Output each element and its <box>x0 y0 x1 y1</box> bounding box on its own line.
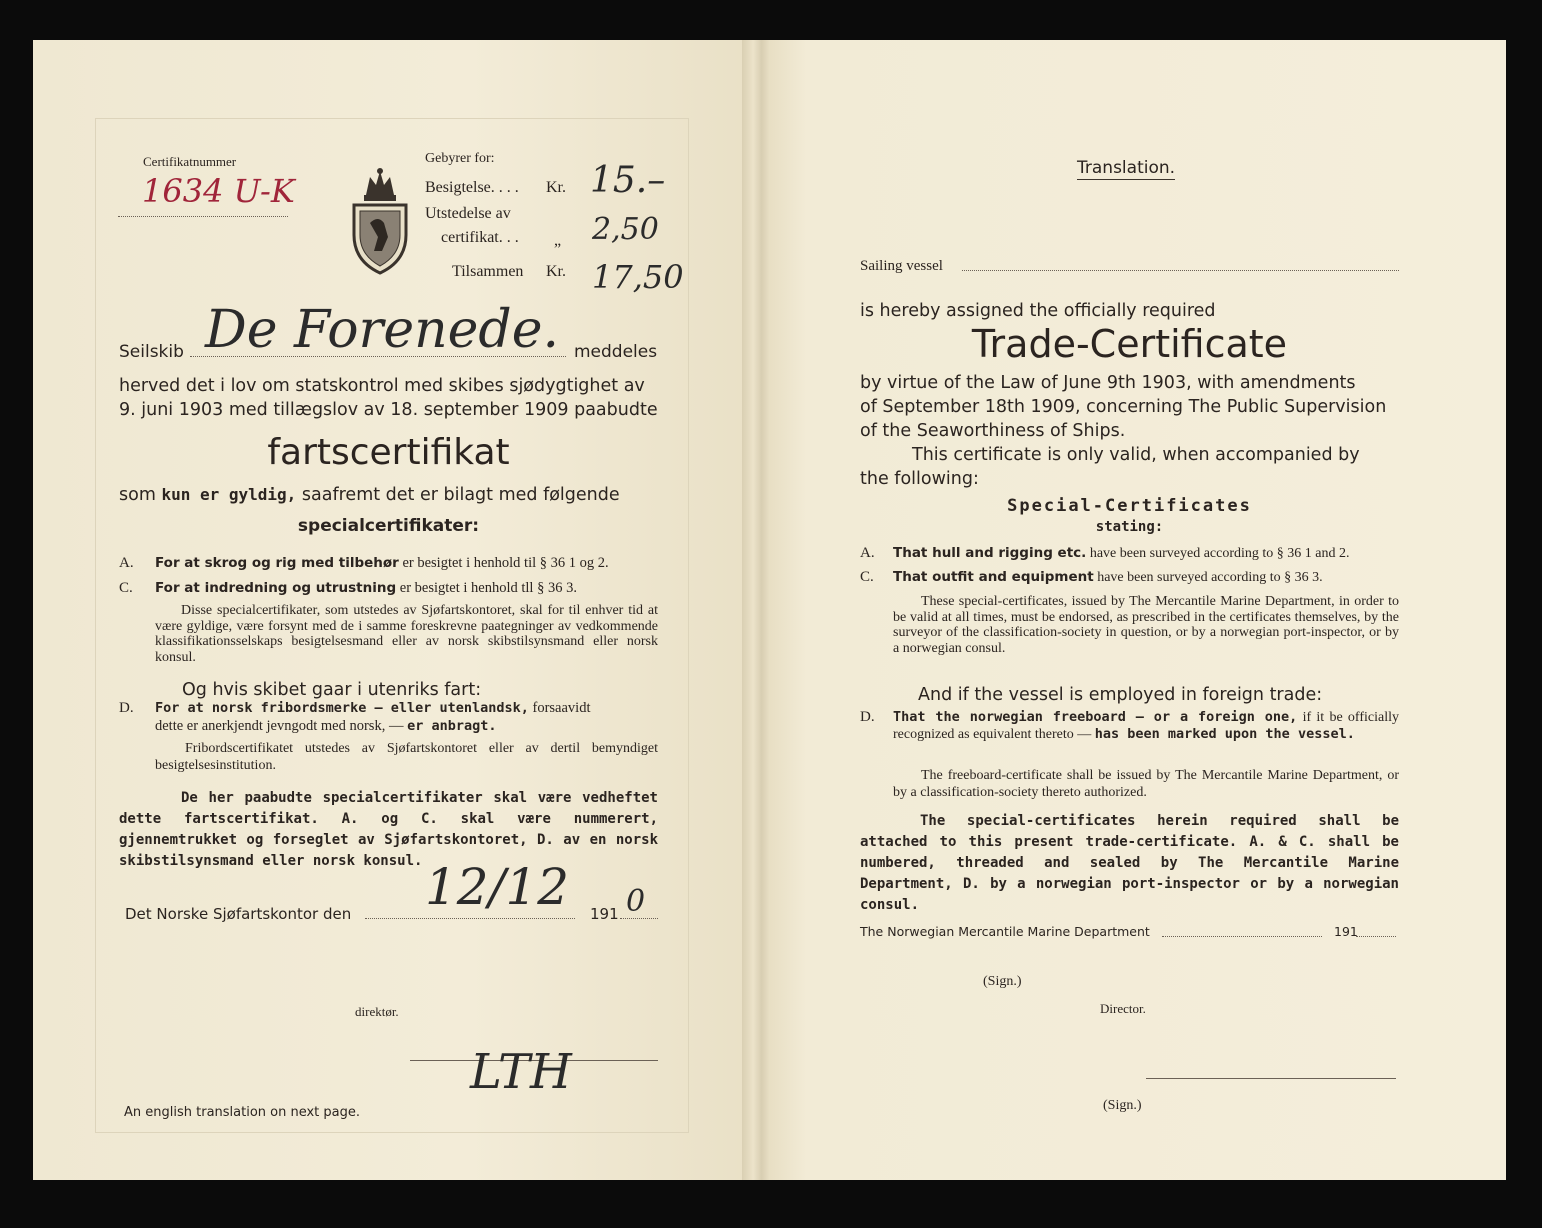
right-item-a-letter: A. <box>860 545 875 561</box>
left-item-a-letter: A. <box>119 555 134 571</box>
left-item-d <box>155 700 658 717</box>
sailing-vessel-line <box>962 256 1399 271</box>
left-main-title: fartscertifikat <box>267 432 510 473</box>
right-item-d-bold: That the norwegian freeboard — or a foreign one, <box>893 709 1298 725</box>
cert-number-value: 1634 U-K <box>142 172 295 210</box>
som-prefix: som <box>119 485 156 505</box>
og-hvis-line: Og hvis skibet gaar i utenriks fart: <box>182 680 482 700</box>
left-item-d-line-2 <box>155 718 658 735</box>
sign-2: (Sign.) <box>1103 1098 1142 1113</box>
fee-ditto-mark: „ <box>554 232 562 249</box>
fee-besigtelse-label: Besigtelse. . . . <box>425 179 519 196</box>
right-item-c <box>893 569 1399 586</box>
right-signature-line <box>1146 1078 1396 1079</box>
translation-heading: Translation. <box>1077 158 1176 178</box>
direktor-label: direktør. <box>355 1004 399 1019</box>
ship-name: De Forenede. <box>205 300 560 360</box>
left-bold-paragraph: De her paabudte specialcertifikater skal være vedheftet dette fartscertifikat. A. og C. skal være nummerert, gjennemtrukket og forseglet av Sjøfartskontoret, D. av en norsk skibstilsynsmand eller norsk konsul. <box>119 790 658 869</box>
sailing-vessel-label: Sailing vessel <box>860 258 943 274</box>
right-item-d-bold-2: has been marked upon the vessel. <box>1094 726 1355 742</box>
and-if-line: And if the vessel is employed in foreign trade: <box>918 685 1323 705</box>
right-item-c-rest: have been surveyed according to § 36 3. <box>1097 570 1323 585</box>
meddeles-label: meddeles <box>574 342 658 362</box>
left-item-c-rest: er besigtet i henhold tll § 36 3. <box>399 580 577 596</box>
law-line-1: by virtue of the Law of June 9th 1903, with amendments <box>860 373 1356 393</box>
right-item-a-rest: have been surveyed according to § 36 1 and 2. <box>1089 546 1350 561</box>
seilskib-label: Seilskib <box>119 342 184 362</box>
office-year-suffix: 0 <box>626 884 646 919</box>
left-item-a-rest: er besigtet i henhold til § 36 1 og 2. <box>402 555 609 571</box>
left-special-heading: specialcertifikater: <box>297 516 480 536</box>
right-item-a-bold: That hull and rigging etc. <box>893 545 1087 561</box>
director-label: Director. <box>1100 1001 1146 1016</box>
right-special-heading: Special-Certificates <box>1007 496 1252 516</box>
right-main-title: Trade-Certificate <box>971 322 1288 366</box>
law-line-3: of the Seaworthiness of Ships. <box>860 421 1126 441</box>
fee-utstedelse-label: Utstedelse av <box>425 205 511 222</box>
page-fold <box>742 40 770 1180</box>
department-label: The Norwegian Mercantile Marine Department <box>860 924 1150 939</box>
department-year: 191 <box>1334 924 1358 939</box>
coat-of-arms-icon <box>348 165 412 277</box>
assigned-line: is hereby assigned the officially required <box>860 301 1216 321</box>
left-disse-paragraph: Disse specialcertifikater, som utstedes av Sjøfartskontoret, skal for til enhver tid at være gyldige, være forsynt med de i samme foreskrevne paategninger av vedkommende klassifikationsselskaps besigtelsesmand eller av norsk skibstilsynsmand eller norsk konsul. <box>155 603 658 665</box>
left-item-d-line2-text: dette er anerkjendt jevngodt med norsk, — <box>155 718 404 734</box>
som-line <box>119 485 658 505</box>
som-bold: kun er gyldig, <box>161 485 297 504</box>
right-item-d-letter: D. <box>860 709 875 725</box>
department-date-line <box>1162 924 1322 937</box>
left-item-d-letter: D. <box>119 700 134 716</box>
left-item-d-rest: forsaavidt <box>532 700 591 716</box>
right-these-paragraph: These special-certificates, issued by The Mercantile Marine Department, in order to be valid at all times, must be endorsed, as prescribed in the certificates themselves, by the surveyor of the classification-society in question, or by a norwegian port-inspector, or by a norwegian consul. <box>893 594 1399 656</box>
fees-label: Gebyrer for: <box>425 151 495 166</box>
left-item-a <box>155 555 658 572</box>
fee-besigtelse-value: 15.– <box>590 160 666 201</box>
left-item-d-bold: For at norsk fribordsmerke — eller utenlandsk, <box>155 700 529 716</box>
cert-number-label: Certifikatnummer <box>143 154 237 169</box>
office-date: 12/12 <box>425 858 570 916</box>
right-item-d <box>893 709 1399 743</box>
left-item-c-bold: For at indredning og utrustning <box>155 580 397 596</box>
office-label: Det Norske Sjøfartskontor den <box>125 905 352 923</box>
fee-kr-2: Kr. <box>546 263 566 280</box>
right-bold-paragraph: The special-certificates herein required shall be attached to this present trade-certificate. A. & C. shall be numbered, threaded and sealed by The Mercantile Marine Department, D. by a norwegian port-inspector or by a norwegian consul. <box>860 813 1399 913</box>
fee-total-value: 17,50 <box>592 258 684 296</box>
som-rest: saafremt det er bilagt med følgende <box>301 485 620 505</box>
left-item-c-letter: C. <box>119 580 133 596</box>
office-year-prefix: 191 <box>590 905 619 923</box>
right-item-c-bold: That outfit and equipment <box>893 569 1094 585</box>
stating-label: stating: <box>1095 519 1164 535</box>
left-item-a-bold: For at skrog og rig med tilbehør <box>155 555 399 571</box>
right-freeboard-paragraph: The freeboard-certificate shall be issued by The Mercantile Marine Department, or by a classification-society thereto authorized. <box>893 768 1399 800</box>
sign-1: (Sign.) <box>983 974 1022 989</box>
intro-line-1: herved det i lov om statskontrol med skibes sjødygtighet av <box>119 376 645 396</box>
fee-kr-1: Kr. <box>546 179 566 196</box>
valid-line-1: This certificate is only valid, when accompanied by <box>912 445 1360 465</box>
department-year-line <box>1356 924 1396 937</box>
right-item-c-letter: C. <box>860 569 874 585</box>
left-signature: LTH <box>470 1044 572 1100</box>
law-line-2: of September 18th 1909, concerning The Public Supervision <box>860 397 1387 417</box>
left-item-c <box>155 580 658 597</box>
fee-total-label: Tilsammen <box>452 263 524 280</box>
intro-line-2: 9. juni 1903 med tillægslov av 18. september 1909 paabudte <box>119 400 658 420</box>
right-item-d-rest: if it be officially recognized as equivalent thereto — <box>893 710 1399 742</box>
right-item-a <box>893 545 1399 562</box>
left-item-d-bold-2: er anbragt. <box>407 718 497 734</box>
fee-certifikat-value: 2,50 <box>592 212 659 247</box>
fee-certifikat-label: certifikat. . . <box>441 229 519 246</box>
valid-line-2: the following: <box>860 469 979 489</box>
left-fribord-paragraph: Fribordscertifikatet utstedes av Sjøfartskontoret eller av dertil bemyndiget besigtelsesinstitution. <box>155 741 658 773</box>
english-note: An english translation on next page. <box>124 1105 361 1120</box>
